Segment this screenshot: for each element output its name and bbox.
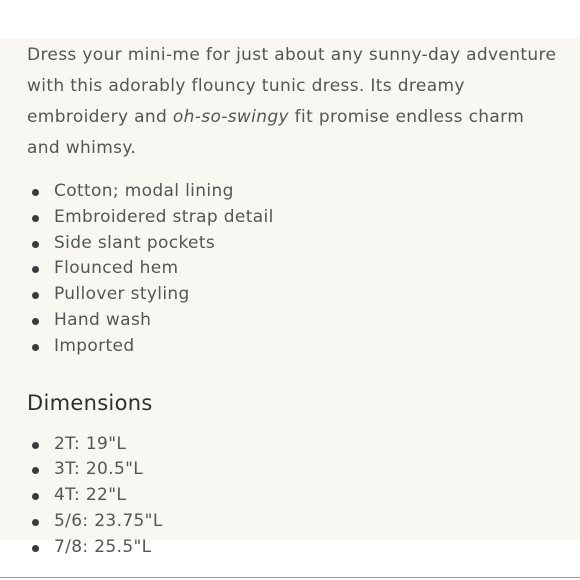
- feature-list: [27, 179, 560, 360]
- feature-label: Imported: [54, 335, 135, 356]
- product-description: [27, 38, 560, 164]
- dimension-item: [27, 457, 560, 483]
- feature-label: Cotton; modal lining: [54, 181, 234, 201]
- bullet-icon: [32, 241, 39, 248]
- dimensions-heading: Dimensions: [27, 390, 153, 415]
- feature-item: [27, 256, 560, 282]
- description-text-end: fit promise endless charm and whimsy.: [27, 107, 525, 158]
- bullet-icon: [32, 467, 39, 474]
- feature-label: Side slant pockets: [54, 232, 216, 253]
- bullet-icon: [32, 442, 39, 449]
- dimension-label: 5/6: 23.75"L: [54, 510, 163, 531]
- bullet-icon: [32, 545, 39, 552]
- feature-item: [27, 308, 560, 334]
- dimension-label: 4T: 22"L: [54, 485, 127, 506]
- dimension-item: [27, 535, 560, 561]
- bullet-icon: [32, 344, 39, 351]
- feature-item: [27, 231, 560, 257]
- dimension-label: 7/8: 25.5"L: [54, 536, 152, 557]
- dimension-item: [27, 432, 560, 458]
- bullet-icon: [32, 292, 39, 299]
- bullet-icon: [32, 519, 39, 526]
- dimension-item: [27, 509, 560, 535]
- bullet-icon: [32, 215, 39, 222]
- product-details-panel: [0, 38, 580, 557]
- feature-item: [27, 334, 560, 360]
- feature-label: Hand wash: [54, 309, 152, 330]
- bullet-icon: [32, 318, 39, 325]
- dimension-item: [27, 483, 560, 509]
- dimension-label: 2T: 19"L: [54, 433, 127, 454]
- bottom-divider: [0, 577, 580, 578]
- bullet-icon: [32, 493, 39, 500]
- description-text: Dress your mini-me for just about any sunny-day adventure with this adorably flouncy tunic dress. Its dreamy embroidery and: [27, 45, 557, 127]
- feature-label: Flounced hem: [54, 258, 179, 279]
- bullet-icon: [32, 189, 39, 196]
- bullet-icon: [32, 266, 39, 273]
- dimension-label: 3T: 20.5"L: [54, 459, 144, 480]
- description-emphasis: oh-so-swingy: [172, 107, 289, 127]
- feature-label: Pullover styling: [54, 284, 190, 305]
- feature-item: [27, 179, 560, 205]
- dimensions-list: [27, 432, 560, 561]
- feature-item: [27, 282, 560, 308]
- feature-item: [27, 205, 560, 231]
- feature-label: Embroidered strap detail: [54, 206, 274, 227]
